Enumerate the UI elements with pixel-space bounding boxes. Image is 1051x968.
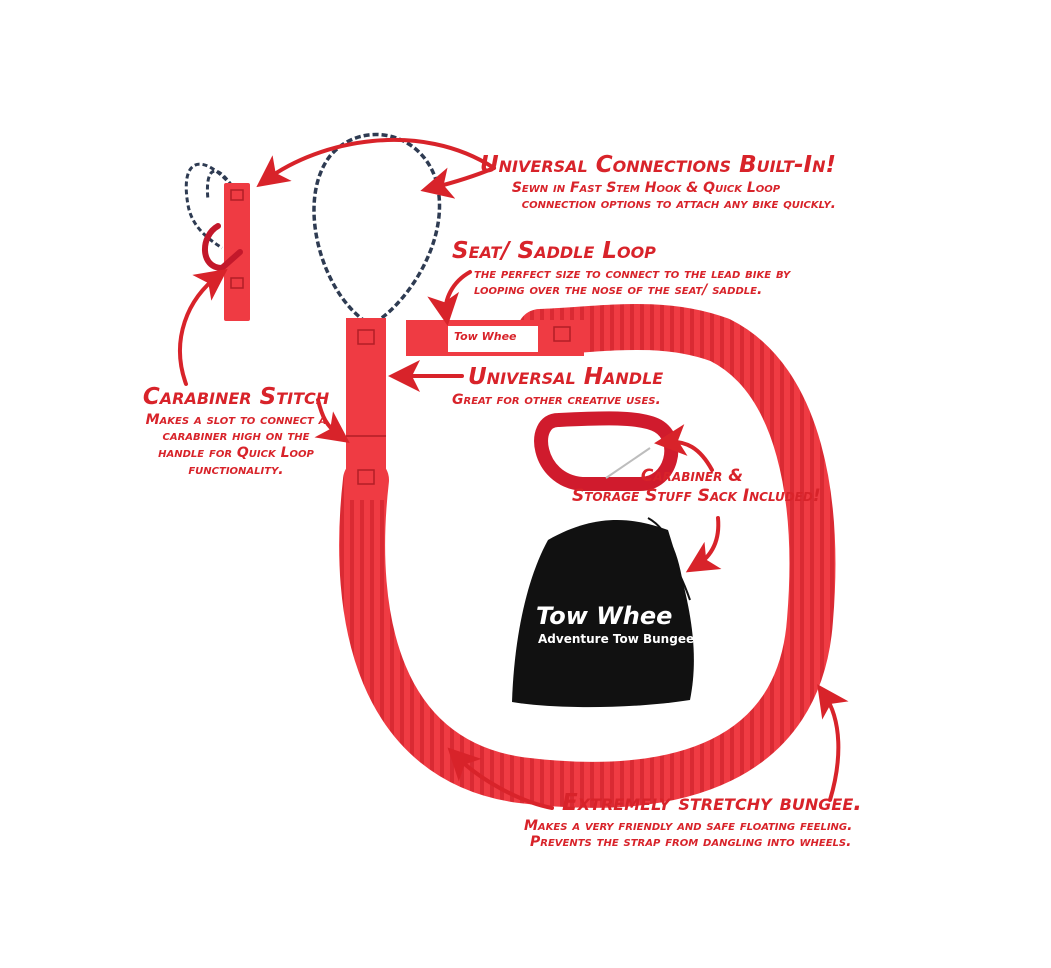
universal-handle-line1: Great for other creative uses. xyxy=(452,391,661,408)
tag-brand-text: Tow Whee xyxy=(454,330,517,343)
carabiner-sack-line1: Carabiner & xyxy=(640,466,744,486)
seat-loop-title: Seat/ Saddle Loop xyxy=(452,238,656,264)
bag-subtitle-text: Adventure Tow Bungee xyxy=(538,632,695,646)
stretchy-bungee-line1: Makes a very friendly and safe floating feeling. xyxy=(524,817,853,834)
rope-loop xyxy=(314,134,440,322)
carabiner-stitch-line2: carabiner high on the xyxy=(162,428,310,445)
universal-handle-callout xyxy=(452,364,663,408)
carabiner-stitch-line3: handle for Quick Loop xyxy=(158,445,314,462)
universal-connections-line1: Sewn in Fast Stem Hook & Quick Loop xyxy=(511,179,781,196)
carabiner-sack-line2: Storage Stuff Sack Included! xyxy=(572,486,821,507)
stretchy-bungee-line2: Prevents the strap from dangling into wheels. xyxy=(530,834,852,851)
carabiner-sack-callout xyxy=(572,466,821,507)
universal-handle-title: Universal Handle xyxy=(468,364,664,390)
stretchy-bungee-title: Extremely stretchy bungee. xyxy=(562,790,862,816)
universal-connections-line2: connection options to attach any bike quickly. xyxy=(521,196,836,213)
handle-strap xyxy=(346,318,386,500)
carabiner-stitch-title: Carabiner Stitch xyxy=(142,384,330,410)
seat-loop-callout xyxy=(452,238,790,299)
stretchy-bungee-callout xyxy=(524,790,862,851)
universal-connections-title: Universal Connections Built-In! xyxy=(479,152,836,178)
carabiner-stitch-callout xyxy=(136,384,336,479)
bag-brand-text: Tow Whee xyxy=(536,602,673,630)
universal-connections-callout xyxy=(456,152,836,213)
carabiner-stitch-line4: functionality. xyxy=(188,461,284,478)
seat-loop-line1: the perfect size to connect to the lead bike by xyxy=(474,265,791,282)
seat-loop-line2: looping over the nose of the seat/ saddle. xyxy=(474,282,763,299)
carabiner-stitch-line1: Makes a slot to connect a xyxy=(145,411,327,428)
